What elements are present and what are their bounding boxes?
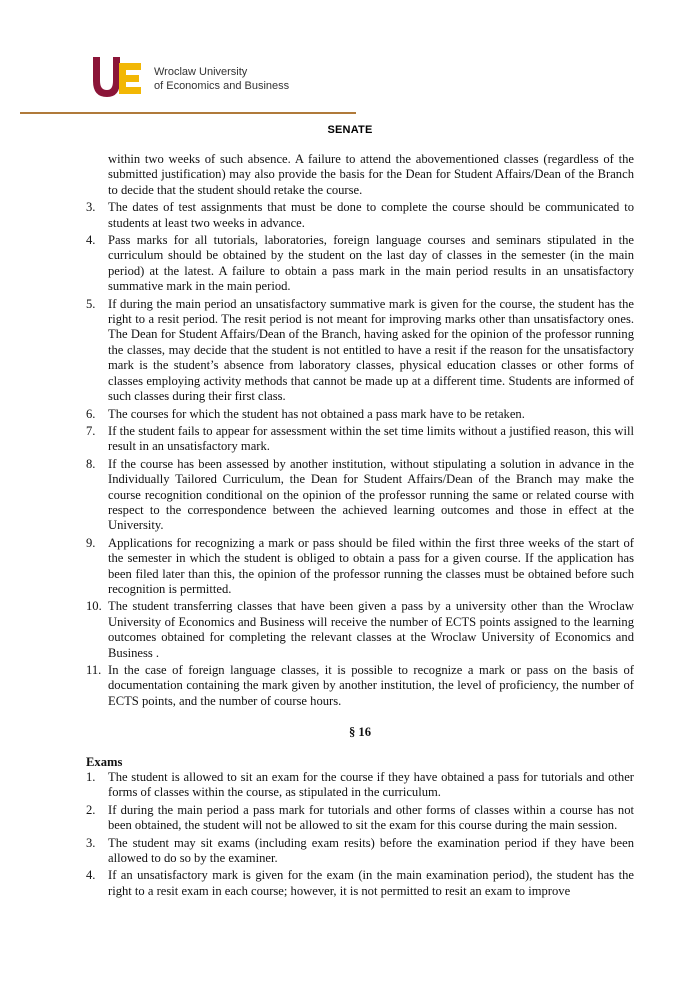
list-item-text: If during the main period an unsatisfactory summative mark is given for the course, the student has the right to a resit period. The resit period is not meant for improving marks other than unsatisfactory ones. The Dean for Student Affairs/Dean of the Branch, having asked for the opinion of the professor running the classes, may decide that the student is not entitled to have a resit if the reason for the unsatisfactory mark is the student’s absence from laboratory classes, physical education classes or other forms of classes employing activity methods that cannot be made up at a different time. Students are informed of such classes during their first class. [108,296,634,404]
university-name-line2: of Economics and Business [154,80,290,92]
list-item-number: 1. [86,770,96,785]
list-item-number: 3. [86,835,96,850]
numbered-list-exams [86,770,634,899]
list-item [86,770,634,801]
list-item-number: 9. [86,535,96,550]
document-body [86,152,634,901]
list-item-text: If an unsatisfactory mark is given for the exam (in the main examination period), the student has the right to a resit exam in each course; however, it is not permitted to resit an exam to improve [108,868,634,898]
list-item-number: 11. [86,663,102,677]
list-item-number: 4. [86,233,96,248]
list-item [86,536,634,598]
header-divider [20,112,356,114]
list-item-text: Applications for recognizing a mark or pass should be filed within the first three weeks of the start of the semester in which the student is obliged to obtain a pass for a given course. If the application has been filed later than this, the opinion of the professor running the classes must be obtained before such recognition is permitted. [108,535,634,596]
numbered-list-assessment [86,200,634,709]
logo-e-shape [119,63,141,94]
list-item [86,457,634,534]
list-item-text: The dates of test assignments that must be done to complete the course should be communicated to students at least two weeks in advance. [108,200,634,230]
list-item-number: 6. [86,406,96,421]
continuation-paragraph: within two weeks of such absence. A failure to attend the abovementioned classes (regardless of the submitted justification) may also provide the basis for the Dean for Student Affairs/Dean of the Branch to decide that the student should retake the course. [108,152,634,197]
list-item [86,599,634,661]
list-item [86,836,634,867]
list-item-number: 5. [86,296,96,311]
section-number: § 16 [348,725,372,740]
list-item-text: The student is allowed to sit an exam for the course if they have obtained a pass for tutorials and other forms of classes within the course, as stipulated in the curriculum. [108,770,634,800]
list-item-number: 10. [86,599,102,614]
university-name [154,65,289,93]
list-item-text: In the case of foreign language classes, it is possible to recognize a mark or pass on the basis of documentation containing the mark given by another institution, the level of proficiency, the number of ECTS points, and the number of course hours. [108,663,634,708]
university-name-line1: Wroclaw University [154,66,248,78]
list-item-number: 4. [86,868,96,883]
list-item [86,200,634,231]
list-item-text: If the course has been assessed by another institution, without stipulating a solution in advance in the Individually Tailored Curriculum, the Dean for Student Affairs/Dean of the Branch may make the course recognition conditional on the opinion of the professor running the same or related course with respect to the correspondence between the achieved learning outcomes and those in effect at the University. [108,456,634,533]
list-item-text: Pass marks for all tutorials, laboratories, foreign language courses and seminars stipulated in the curriculum should be obtained by the student on the last day of classes in the semester (in the main period) at the latest. A failure to obtain a pass mark in the main period results in an unsatisfactory summative mark in the main period. [108,233,634,294]
list-item-number: 7. [86,423,96,438]
list-item-text: The courses for which the student has not obtained a pass mark have to be retaken. [108,406,525,421]
university-logo [93,55,141,99]
list-item [86,663,634,709]
list-item-number: 8. [86,456,96,471]
list-item-text: If during the main period a pass mark for tutorials and other forms of classes within a course has not been obtained, the student will not be allowed to sit the exam for this course during the main session. [108,802,634,833]
exams-heading: Exams [86,754,123,769]
list-item [86,803,634,834]
logo-u-shape [93,57,120,97]
list-item [86,868,634,899]
list-item [86,297,634,405]
list-item-text: The student transferring classes that have been given a pass by a university other than the Wroclaw University of Economics and Business will receive the number of ECTS points assigned to the learning outcomes obtained for completing the relevant classes at the Wroclaw University of Economics and Business . [108,599,634,660]
section-title: SENATE [327,124,373,136]
list-item [86,424,634,455]
list-item [86,233,634,295]
list-item-number: 2. [86,802,96,817]
list-item-number: 3. [86,200,96,215]
list-item-text: If the student fails to appear for assessment within the set time limits without a justified reason, this will result in an unsatisfactory mark. [108,423,634,454]
list-item [86,407,634,422]
list-item-text: The student may sit exams (including exam resits) before the examination period if they have been allowed to do so by the examiner. [108,835,634,866]
